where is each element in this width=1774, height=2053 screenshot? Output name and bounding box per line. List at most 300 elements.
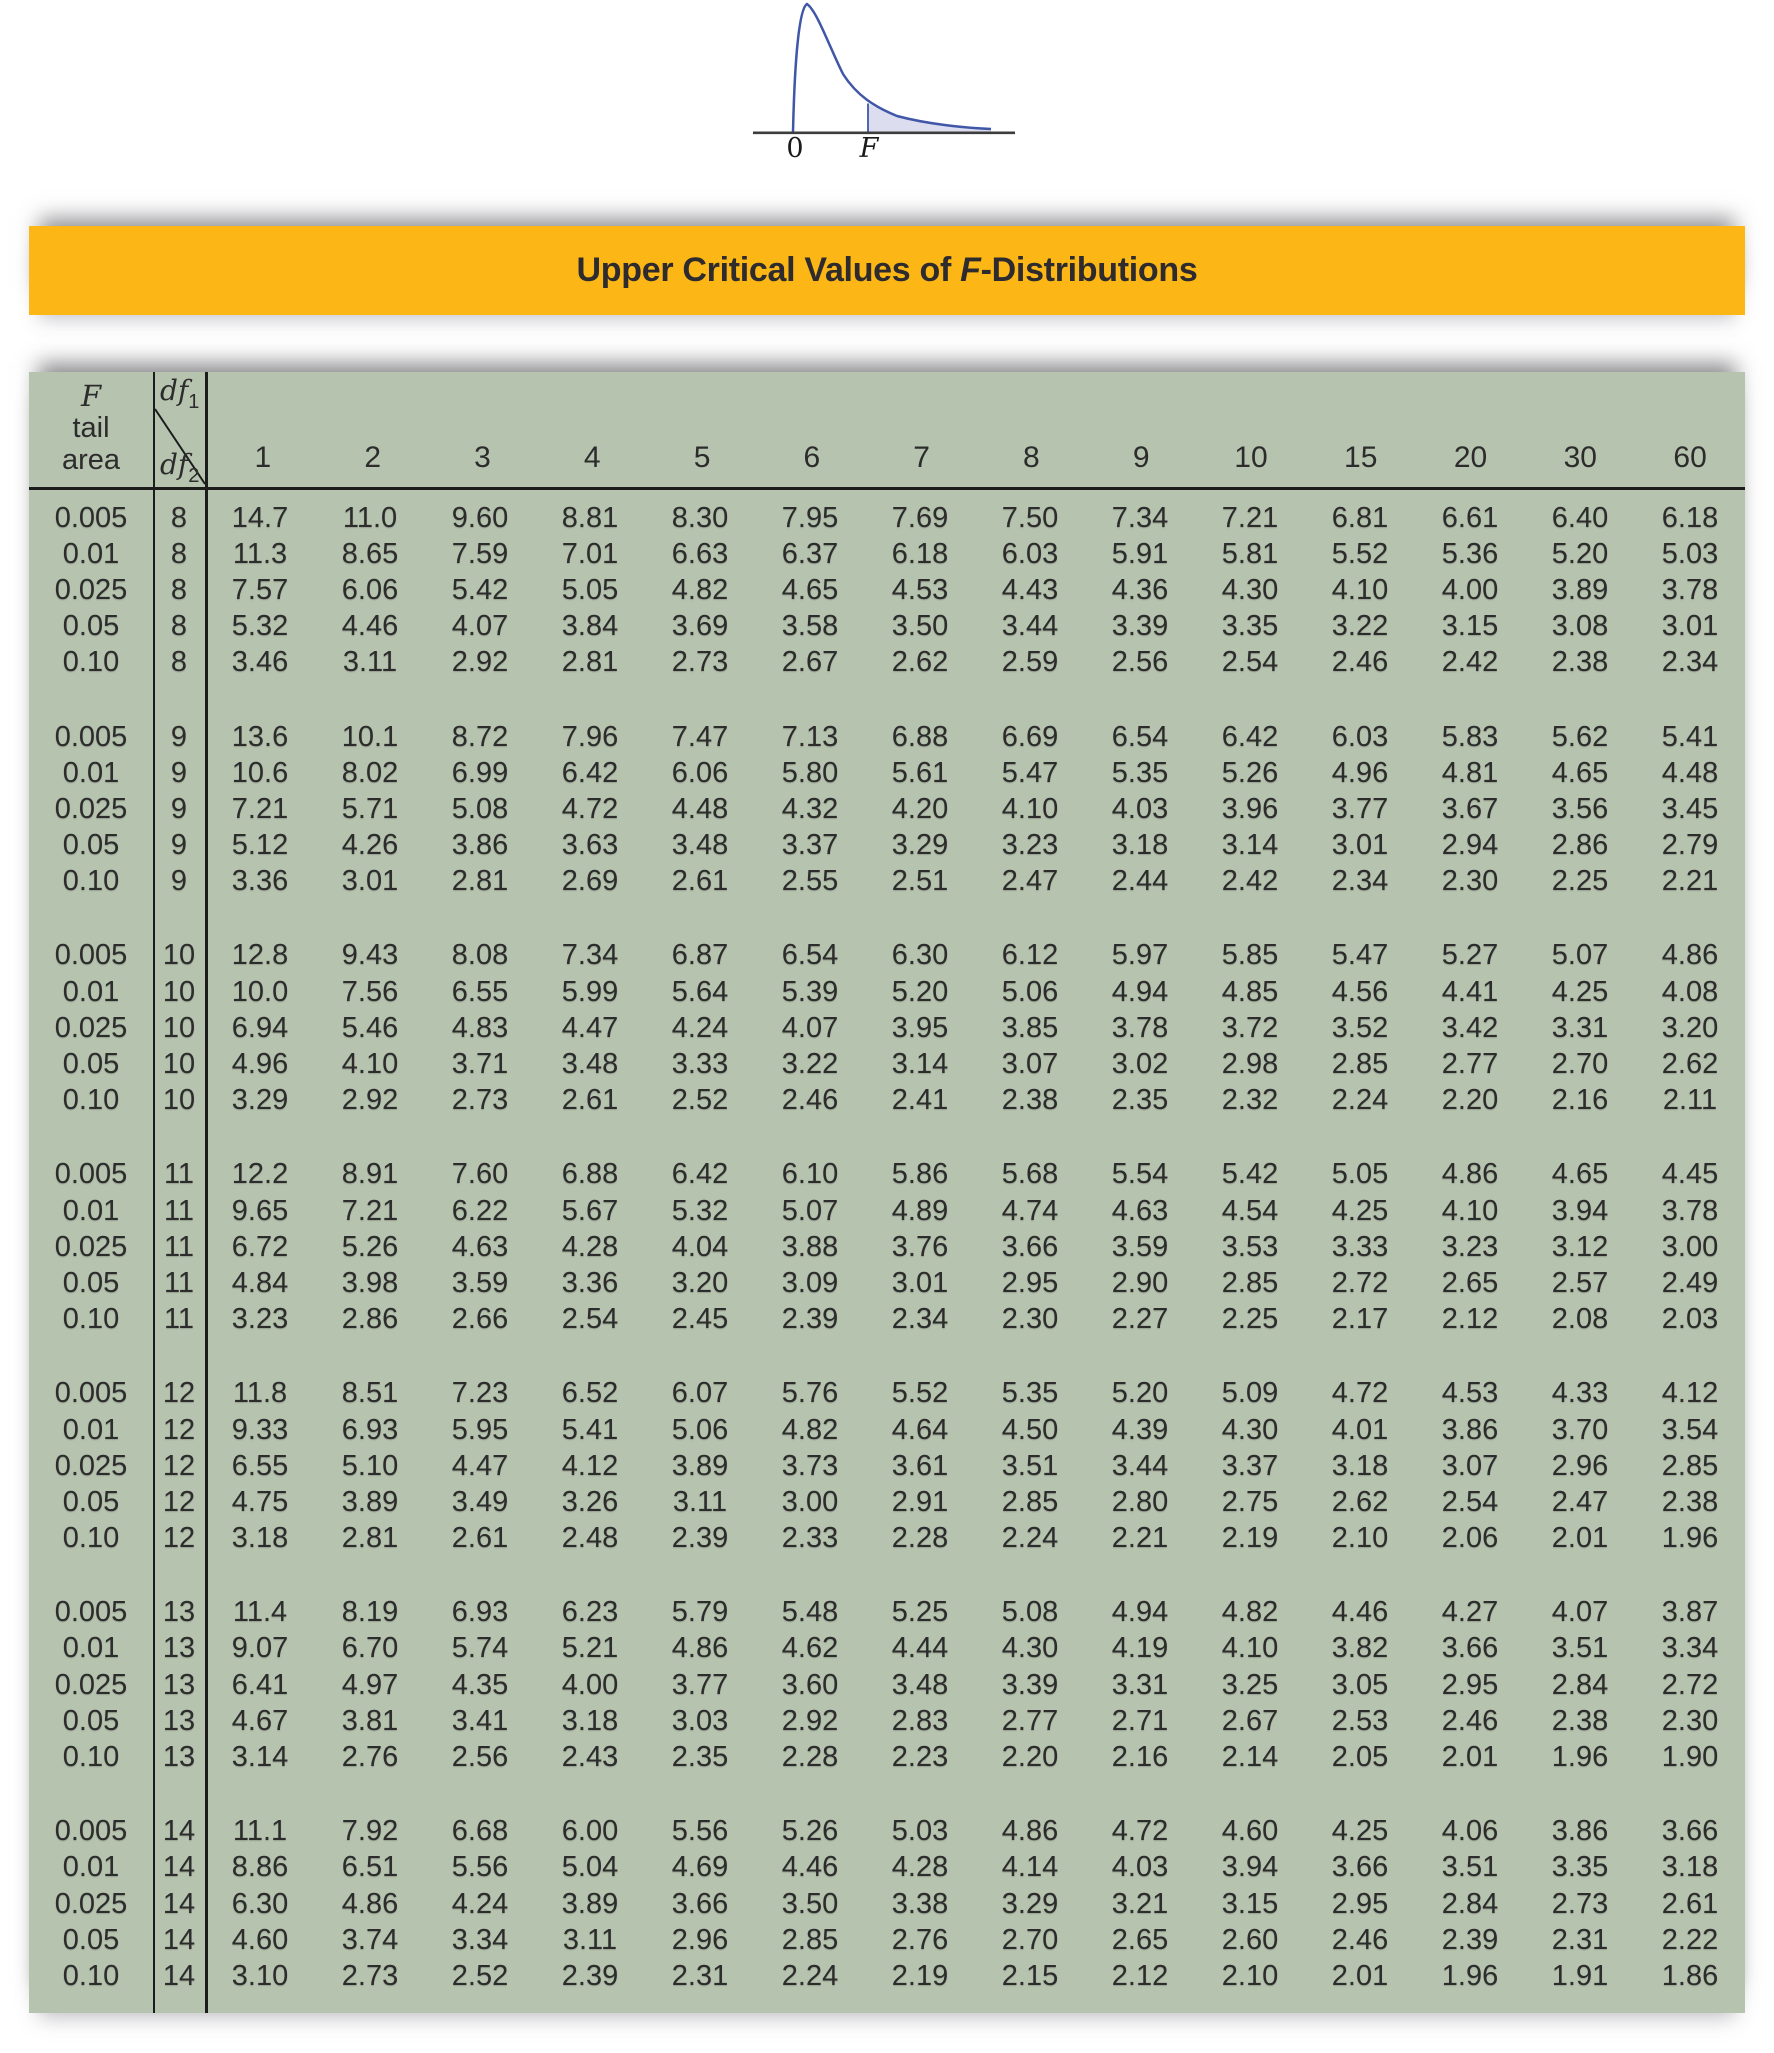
value-cell: 3.89: [561, 1887, 619, 1920]
corner-tail-label: tail: [72, 412, 110, 444]
value-cell: 14.7: [231, 501, 289, 534]
value-cell: 5.41: [1661, 720, 1719, 753]
value-cell: 2.60: [1221, 1923, 1279, 1956]
value-cell: 2.67: [781, 646, 839, 679]
value-cell: 2.10: [1331, 1522, 1389, 1555]
value-cell: 4.96: [1331, 756, 1389, 789]
value-cell: 6.68: [451, 1815, 509, 1848]
value-cell: 5.76: [781, 1377, 839, 1410]
table-row: [29, 1376, 1745, 1412]
value-cell: 2.42: [1221, 865, 1279, 898]
value-cell: 6.23: [561, 1596, 619, 1629]
value-cell: 3.70: [1551, 1413, 1609, 1446]
value-cell: 3.63: [561, 829, 619, 862]
value-cell: 3.84: [561, 610, 619, 643]
value-cell: 3.67: [1441, 792, 1499, 825]
value-cell: 2.57: [1551, 1266, 1609, 1299]
tail-area-cell: 0.01: [62, 1194, 120, 1227]
value-cell: 4.41: [1441, 975, 1499, 1008]
tail-area-cell: 0.10: [62, 1303, 120, 1336]
value-cell: 4.20: [891, 792, 949, 825]
value-cell: 4.82: [1221, 1596, 1279, 1629]
tail-area-cell: 0.05: [62, 1704, 120, 1737]
df2-cell: 8: [170, 573, 188, 606]
tail-area-cell: 0.025: [54, 1011, 128, 1044]
df2-cell: 13: [162, 1596, 196, 1629]
value-cell: 5.26: [1221, 756, 1279, 789]
value-cell: 2.90: [1111, 1266, 1169, 1299]
value-cell: 4.12: [561, 1449, 619, 1482]
value-cell: 6.37: [781, 537, 839, 570]
value-cell: 5.46: [341, 1011, 399, 1044]
value-cell: 2.96: [671, 1923, 729, 1956]
value-cell: 2.16: [1551, 1084, 1609, 1117]
value-cell: 3.05: [1331, 1668, 1389, 1701]
value-cell: 4.28: [891, 1851, 949, 1884]
value-cell: 2.85: [1221, 1266, 1279, 1299]
table-row: [29, 1958, 1745, 1994]
value-cell: 4.00: [1441, 573, 1499, 606]
value-cell: 2.95: [1441, 1668, 1499, 1701]
col-header: 1: [254, 441, 272, 474]
table-row: [29, 1521, 1745, 1557]
value-cell: 3.18: [1111, 829, 1169, 862]
value-cell: 5.07: [1551, 939, 1609, 972]
value-cell: 3.85: [1001, 1011, 1059, 1044]
value-cell: 7.21: [1221, 501, 1279, 534]
value-cell: 10.0: [231, 975, 289, 1008]
value-cell: 5.47: [1001, 756, 1059, 789]
value-cell: 2.62: [1661, 1048, 1719, 1081]
value-cell: 3.72: [1221, 1011, 1279, 1044]
value-cell: 6.88: [891, 720, 949, 753]
df2-cell: 12: [162, 1522, 196, 1555]
value-cell: 2.34: [891, 1303, 949, 1336]
df2-cell: 9: [170, 829, 188, 862]
value-cell: 6.52: [561, 1377, 619, 1410]
value-cell: 3.44: [1111, 1449, 1169, 1482]
value-cell: 4.04: [671, 1230, 729, 1263]
f-curve-svg: [745, 0, 1025, 160]
value-cell: 4.69: [671, 1851, 729, 1884]
value-cell: 3.21: [1111, 1887, 1169, 1920]
value-cell: 2.85: [781, 1923, 839, 1956]
value-cell: 5.48: [781, 1596, 839, 1629]
value-cell: 3.10: [231, 1959, 289, 1992]
value-cell: 5.99: [561, 975, 619, 1008]
value-cell: 4.30: [1221, 1413, 1279, 1446]
value-cell: 6.18: [1661, 501, 1719, 534]
value-cell: 3.37: [1221, 1449, 1279, 1482]
tail-area-cell: 0.10: [62, 1522, 120, 1555]
df2-cell: 12: [162, 1413, 196, 1446]
value-cell: 3.66: [1441, 1632, 1499, 1665]
value-cell: 4.14: [1001, 1851, 1059, 1884]
value-cell: 3.15: [1221, 1887, 1279, 1920]
value-cell: 3.12: [1551, 1230, 1609, 1263]
value-cell: 2.72: [1331, 1266, 1389, 1299]
value-cell: 2.98: [1221, 1048, 1279, 1081]
value-cell: 2.34: [1331, 865, 1389, 898]
tail-area-cell: 0.10: [62, 646, 120, 679]
value-cell: 3.61: [891, 1449, 949, 1482]
value-cell: 6.72: [231, 1230, 289, 1263]
value-cell: 2.83: [891, 1704, 949, 1737]
value-cell: 2.46: [1331, 646, 1389, 679]
value-cell: 3.39: [1111, 610, 1169, 643]
value-cell: 4.24: [451, 1887, 509, 1920]
value-cell: 3.00: [1661, 1230, 1719, 1263]
table-row: [29, 1448, 1745, 1484]
value-cell: 7.60: [451, 1158, 509, 1191]
table-row: [29, 974, 1745, 1010]
df2-cell: 9: [170, 720, 188, 753]
value-cell: 3.87: [1661, 1596, 1719, 1629]
table-row: [29, 1193, 1745, 1229]
value-cell: 4.36: [1111, 573, 1169, 606]
value-cell: 2.96: [1551, 1449, 1609, 1482]
value-cell: 3.96: [1221, 792, 1279, 825]
tail-area-cell: 0.025: [54, 792, 128, 825]
value-cell: 2.19: [1221, 1522, 1279, 1555]
value-cell: 5.20: [1111, 1377, 1169, 1410]
tail-area-cell: 0.01: [62, 756, 120, 789]
value-cell: 2.30: [1441, 865, 1499, 898]
value-cell: 2.48: [561, 1522, 619, 1555]
value-cell: 2.01: [1331, 1959, 1389, 1992]
value-cell: 5.06: [671, 1413, 729, 1446]
value-cell: 2.17: [1331, 1303, 1389, 1336]
value-cell: 3.66: [671, 1887, 729, 1920]
value-cell: 4.63: [451, 1230, 509, 1263]
col-header: 4: [583, 441, 601, 474]
df2-cell: 14: [162, 1887, 196, 1920]
value-cell: 2.44: [1111, 865, 1169, 898]
value-cell: 2.10: [1221, 1959, 1279, 1992]
value-cell: 4.25: [1331, 1815, 1389, 1848]
value-cell: 2.38: [1001, 1084, 1059, 1117]
value-cell: 6.88: [561, 1158, 619, 1191]
col-header: 6: [803, 441, 821, 474]
df2-cell: 12: [162, 1449, 196, 1482]
value-cell: 6.55: [451, 975, 509, 1008]
col-header: 30: [1563, 441, 1597, 474]
value-cell: 6.03: [1001, 537, 1059, 570]
value-cell: 2.21: [1111, 1522, 1169, 1555]
figure-zero-label: 0: [786, 133, 804, 160]
value-cell: 6.00: [561, 1815, 619, 1848]
value-cell: 4.10: [1001, 792, 1059, 825]
value-cell: 3.01: [1331, 829, 1389, 862]
value-cell: 6.30: [891, 939, 949, 972]
value-cell: 2.91: [891, 1485, 949, 1518]
table-row: [29, 1739, 1745, 1775]
value-cell: 2.85: [1001, 1485, 1059, 1518]
value-cell: 2.72: [1661, 1668, 1719, 1701]
value-cell: 4.32: [781, 792, 839, 825]
value-cell: 2.54: [1221, 646, 1279, 679]
value-cell: 5.74: [451, 1632, 509, 1665]
value-cell: 5.79: [671, 1596, 729, 1629]
value-cell: 2.12: [1441, 1303, 1499, 1336]
value-cell: 2.73: [1551, 1887, 1609, 1920]
value-cell: 2.31: [1551, 1923, 1609, 1956]
value-cell: 4.03: [1111, 792, 1169, 825]
value-cell: 12.2: [231, 1158, 289, 1191]
value-cell: 3.09: [781, 1266, 839, 1299]
value-cell: 2.81: [341, 1522, 399, 1555]
value-cell: 4.25: [1331, 1194, 1389, 1227]
value-cell: 2.55: [781, 865, 839, 898]
df2-cell: 13: [162, 1632, 196, 1665]
df2-group: [29, 1376, 1745, 1557]
value-cell: 4.26: [341, 829, 399, 862]
value-cell: 6.06: [671, 756, 729, 789]
tail-area-cell: 0.01: [62, 1413, 120, 1446]
value-cell: 5.03: [1661, 537, 1719, 570]
value-cell: 4.33: [1551, 1377, 1609, 1410]
value-cell: 9.65: [231, 1194, 289, 1227]
table-row: [29, 1083, 1745, 1119]
value-cell: 6.07: [671, 1377, 729, 1410]
value-cell: 4.65: [1551, 756, 1609, 789]
value-cell: 5.32: [231, 610, 289, 643]
value-cell: 5.97: [1111, 939, 1169, 972]
value-cell: 6.51: [341, 1851, 399, 1884]
value-cell: 3.03: [671, 1704, 729, 1737]
table-row: [29, 1302, 1745, 1338]
value-cell: 3.33: [671, 1048, 729, 1081]
value-cell: 4.74: [1001, 1194, 1059, 1227]
value-cell: 2.39: [671, 1522, 729, 1555]
value-cell: 6.22: [451, 1194, 509, 1227]
value-cell: 7.92: [341, 1815, 399, 1848]
value-cell: 1.96: [1441, 1959, 1499, 1992]
value-cell: 3.07: [1001, 1048, 1059, 1081]
value-cell: 3.22: [1331, 610, 1389, 643]
value-cell: 13.6: [231, 720, 289, 753]
value-cell: 4.86: [1001, 1815, 1059, 1848]
tail-area-cell: 0.005: [54, 720, 128, 753]
value-cell: 4.30: [1221, 573, 1279, 606]
table-row: [29, 1265, 1745, 1301]
value-cell: 4.64: [891, 1413, 949, 1446]
value-cell: 5.35: [1001, 1377, 1059, 1410]
value-cell: 3.66: [1331, 1851, 1389, 1884]
value-cell: 2.15: [1001, 1959, 1059, 1992]
df2-group: [29, 500, 1745, 681]
value-cell: 3.66: [1001, 1230, 1059, 1263]
table-row: [29, 1157, 1745, 1193]
value-cell: 9.33: [231, 1413, 289, 1446]
col-header: 20: [1453, 441, 1488, 474]
value-cell: 3.88: [781, 1230, 839, 1263]
value-cell: 3.23: [1441, 1230, 1499, 1263]
value-cell: 4.86: [1661, 939, 1719, 972]
value-cell: 5.06: [1001, 975, 1059, 1008]
value-cell: 2.08: [1551, 1303, 1609, 1336]
value-cell: 2.03: [1661, 1303, 1719, 1336]
value-cell: 3.77: [671, 1668, 729, 1701]
value-cell: 2.92: [341, 1084, 399, 1117]
value-cell: 5.71: [341, 792, 399, 825]
value-cell: 4.35: [451, 1668, 509, 1701]
table-row: [29, 1010, 1745, 1046]
value-cell: 7.57: [231, 573, 289, 606]
value-cell: 3.26: [561, 1485, 619, 1518]
value-cell: 2.52: [451, 1959, 509, 1992]
value-cell: 2.66: [451, 1303, 509, 1336]
value-cell: 3.33: [1331, 1230, 1389, 1263]
col-header-row: [208, 372, 1745, 487]
value-cell: 5.80: [781, 756, 839, 789]
df2-group: [29, 719, 1745, 900]
value-cell: 3.51: [1441, 1851, 1499, 1884]
value-cell: 3.15: [1441, 610, 1499, 643]
value-cell: 4.82: [781, 1413, 839, 1446]
value-cell: 4.84: [231, 1266, 289, 1299]
value-cell: 5.68: [1001, 1158, 1059, 1191]
value-cell: 3.78: [1661, 573, 1719, 606]
value-cell: 6.94: [231, 1011, 289, 1044]
value-cell: 2.43: [561, 1741, 619, 1774]
value-cell: 12.8: [231, 939, 289, 972]
value-cell: 2.16: [1111, 1741, 1169, 1774]
value-cell: 3.11: [342, 646, 398, 679]
value-cell: 4.07: [1551, 1596, 1609, 1629]
table-body: [29, 490, 1745, 2013]
table-row: [29, 1046, 1745, 1082]
value-cell: 2.61: [561, 1084, 619, 1117]
value-cell: 2.59: [1001, 646, 1059, 679]
value-cell: 3.36: [561, 1266, 619, 1299]
value-cell: 3.51: [1001, 1449, 1059, 1482]
value-cell: 2.24: [1331, 1084, 1389, 1117]
value-cell: 2.56: [451, 1741, 509, 1774]
table-row: [29, 1814, 1745, 1850]
value-cell: 4.56: [1331, 975, 1389, 1008]
value-cell: 6.99: [451, 756, 509, 789]
value-cell: 2.30: [1661, 1704, 1719, 1737]
tail-area-cell: 0.05: [62, 1923, 120, 1956]
col-header: 7: [913, 441, 930, 474]
col-header: 8: [1023, 441, 1040, 474]
tail-area-cell: 0.005: [54, 501, 128, 534]
value-cell: 3.29: [891, 829, 949, 862]
table-row: [29, 1484, 1745, 1520]
value-cell: 4.07: [781, 1011, 839, 1044]
value-cell: 2.30: [1001, 1303, 1059, 1336]
value-cell: 2.62: [891, 646, 949, 679]
value-cell: 3.35: [1221, 610, 1279, 643]
value-cell: 5.26: [781, 1815, 839, 1848]
df2-cell: 10: [162, 975, 196, 1008]
value-cell: 2.67: [1221, 1704, 1279, 1737]
df2-cell: 11: [163, 1194, 195, 1227]
value-cell: 3.54: [1661, 1413, 1719, 1446]
tail-area-cell: 0.10: [62, 1084, 120, 1117]
value-cell: 3.78: [1661, 1194, 1719, 1227]
figure-f-label: F: [859, 133, 879, 160]
value-cell: 2.76: [891, 1923, 949, 1956]
table-row: [29, 645, 1745, 681]
value-cell: 2.81: [451, 865, 509, 898]
value-cell: 6.55: [231, 1449, 289, 1482]
value-cell: 2.34: [1661, 646, 1719, 679]
value-cell: 2.69: [561, 865, 619, 898]
value-cell: 2.38: [1551, 646, 1609, 679]
value-cell: 8.86: [231, 1851, 289, 1884]
value-cell: 8.19: [341, 1596, 399, 1629]
value-cell: 9.60: [451, 501, 509, 534]
value-cell: 2.52: [671, 1084, 729, 1117]
df2-cell: 9: [170, 756, 188, 789]
value-cell: 7.21: [231, 792, 289, 825]
tail-area-cell: 0.025: [54, 1230, 128, 1263]
value-cell: 3.39: [1001, 1668, 1059, 1701]
value-cell: 6.03: [1331, 720, 1389, 753]
value-cell: 2.47: [1001, 865, 1059, 898]
value-cell: 5.39: [781, 975, 839, 1008]
value-cell: 5.25: [891, 1596, 949, 1629]
value-cell: 2.24: [781, 1959, 839, 1992]
value-cell: 2.76: [341, 1741, 399, 1774]
value-cell: 3.56: [1551, 792, 1609, 825]
value-cell: 4.97: [341, 1668, 399, 1701]
df2-cell: 14: [162, 1815, 196, 1848]
value-cell: 2.51: [891, 865, 949, 898]
value-cell: 2.92: [781, 1704, 839, 1737]
tail-area-cell: 0.025: [54, 1668, 128, 1701]
value-cell: 2.24: [1001, 1522, 1059, 1555]
value-cell: 2.12: [1111, 1959, 1169, 1992]
f-distribution-figure: [0, 0, 1774, 160]
value-cell: 2.32: [1221, 1084, 1279, 1117]
value-cell: 8.30: [671, 501, 729, 534]
table-row: [29, 1667, 1745, 1703]
value-cell: 1.91: [1551, 1959, 1609, 1992]
value-cell: 2.81: [561, 646, 619, 679]
value-cell: 3.31: [1111, 1668, 1169, 1701]
value-cell: 4.72: [1111, 1815, 1169, 1848]
value-cell: 2.94: [1441, 829, 1499, 862]
value-cell: 4.48: [1661, 756, 1719, 789]
value-cell: 2.84: [1551, 1668, 1609, 1701]
value-cell: 3.81: [341, 1704, 399, 1737]
value-cell: 3.60: [781, 1668, 839, 1701]
value-cell: 3.76: [891, 1230, 949, 1263]
value-cell: 3.53: [1221, 1230, 1279, 1263]
value-cell: 4.01: [1331, 1413, 1389, 1446]
value-cell: 6.87: [671, 939, 729, 972]
df-header-cell: [155, 372, 205, 487]
value-cell: 3.31: [1551, 1011, 1609, 1044]
value-cell: 6.63: [671, 537, 729, 570]
value-cell: 5.62: [1551, 720, 1609, 753]
value-cell: 5.67: [561, 1194, 619, 1227]
value-cell: 5.21: [561, 1632, 619, 1665]
table-row: [29, 500, 1745, 536]
value-cell: 3.02: [1111, 1048, 1169, 1081]
value-cell: 8.81: [561, 501, 619, 534]
value-cell: 3.48: [891, 1668, 949, 1701]
value-cell: 3.36: [231, 865, 289, 898]
value-cell: 4.06: [1441, 1815, 1499, 1848]
value-cell: 7.47: [671, 720, 729, 753]
value-cell: 2.35: [1111, 1084, 1169, 1117]
df2-cell: 11: [163, 1158, 195, 1191]
value-cell: 5.20: [1551, 537, 1609, 570]
